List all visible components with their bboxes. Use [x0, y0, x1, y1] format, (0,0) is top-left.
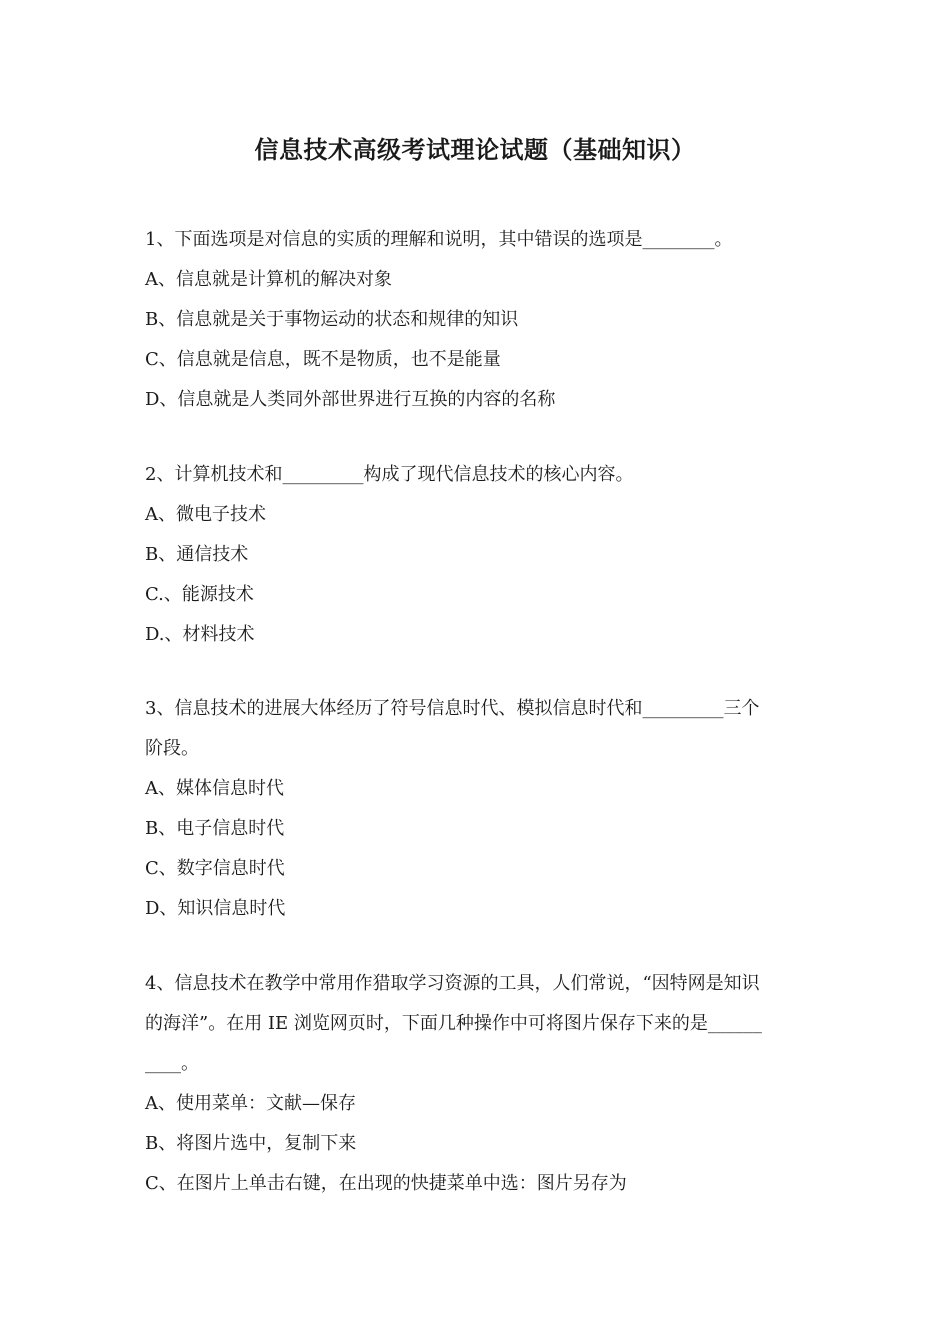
question-3-option-d: D、知识信息时代	[145, 898, 286, 919]
question-1-option-a: A、信息就是计算机的解决对象	[145, 269, 392, 290]
question-4-stem-line-2: 的海洋”。在用 IE 浏览网页时，下面几种操作中可将图片保存下来的是______	[145, 1013, 762, 1034]
question-2-option-a: A、微电子技术	[145, 504, 266, 525]
question-1-option-d: D、信息就是人类同外部世界进行互换的内容的名称	[145, 389, 556, 410]
document-title: 信息技术高级考试理论试题（基础知识）	[254, 135, 696, 164]
question-2-option-d: D.、材料技术	[145, 624, 255, 645]
question-4-option-b: B、将图片选中，复制下来	[145, 1133, 357, 1154]
question-1-option-c: C、信息就是信息，既不是物质，也不是能量	[145, 349, 501, 370]
question-4-option-a: A、使用菜单：文献—保存	[145, 1093, 356, 1114]
question-4-option-c: C、在图片上单击右键，在出现的快捷菜单中选：图片另存为	[145, 1173, 627, 1194]
question-4	[145, 964, 810, 1204]
question-1	[145, 220, 810, 420]
question-3-option-b: B、电子信息时代	[145, 818, 285, 839]
question-2	[145, 455, 810, 655]
question-3-stem-line-2: 阶段。	[145, 738, 199, 759]
question-2-stem: 2、计算机技术和_________构成了现代信息技术的核心内容。	[145, 464, 634, 485]
question-2-option-b: B、通信技术	[145, 544, 249, 565]
question-1-stem: 1、下面选项是对信息的实质的理解和说明，其中错误的选项是________。	[145, 229, 733, 250]
question-1-option-b: B、信息就是关于事物运动的状态和规律的知识	[145, 309, 519, 330]
question-4-stem-line-3: ____。	[145, 1053, 199, 1074]
question-3	[145, 689, 810, 929]
question-3-option-c: C、数字信息时代	[145, 858, 285, 879]
question-3-option-a: A、媒体信息时代	[145, 778, 284, 799]
question-2-option-c: C.、能源技术	[145, 584, 254, 605]
question-4-stem-line-1: 4、信息技术在教学中常用作猎取学习资源的工具，人们常说，“因特网是知识	[145, 973, 760, 994]
question-3-stem-line-1: 3、信息技术的进展大体经历了符号信息时代、模拟信息时代和_________三个	[145, 698, 760, 719]
